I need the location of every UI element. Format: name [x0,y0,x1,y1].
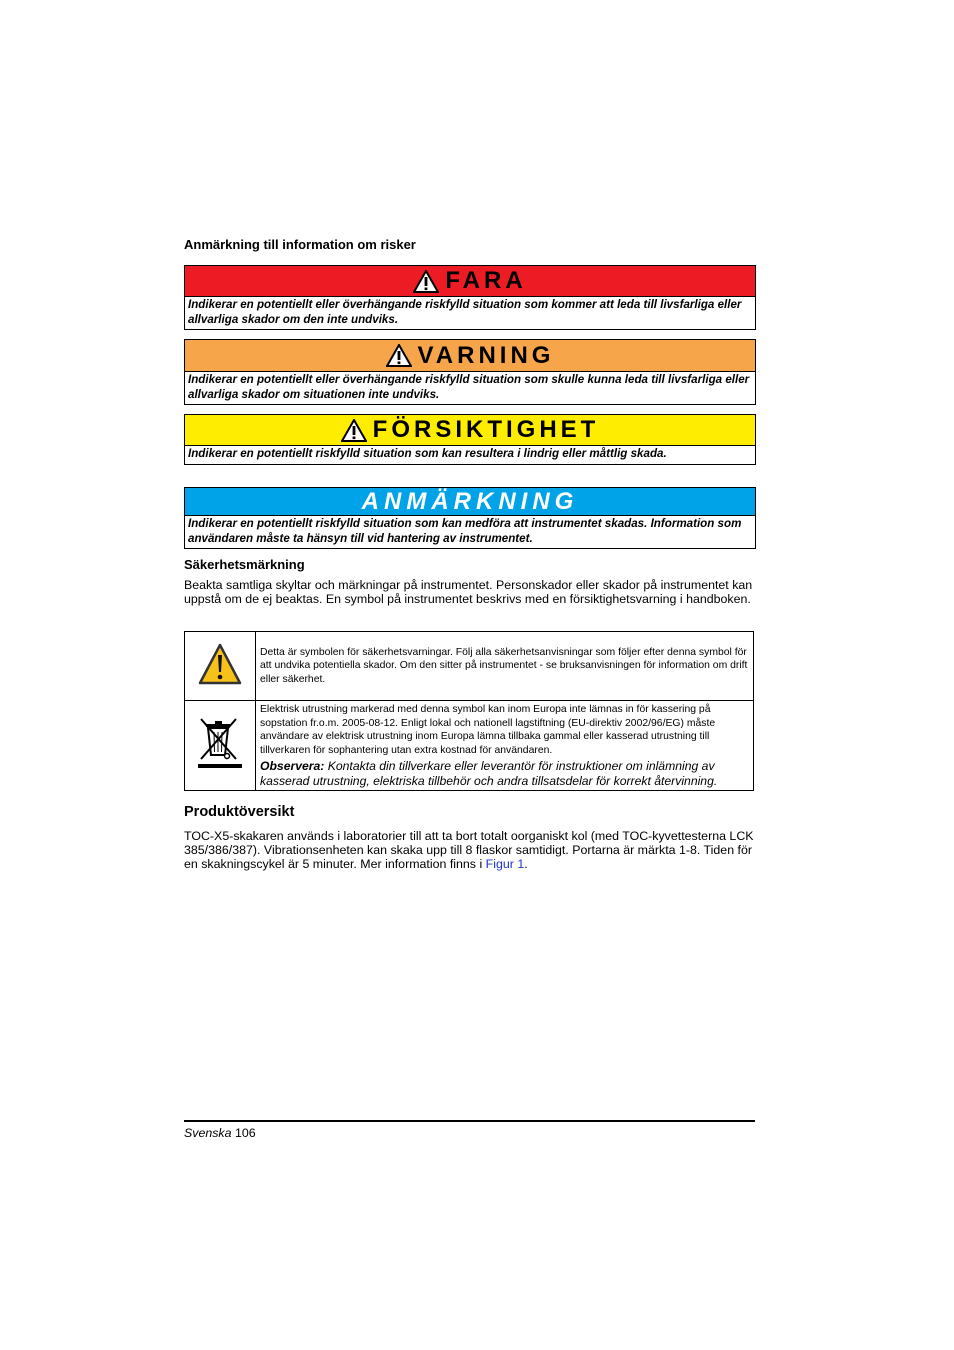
danger-box [184,265,756,330]
safety-marking-heading: Säkerhetsmärkning [184,557,305,572]
warning-triangle-icon [341,419,367,442]
table-row [185,632,754,701]
caution-description: Indikerar en potentiellt riskfylld situation som kan resultera i lindrig eller måttlig skada. [188,447,667,460]
symbol-icon-cell [185,701,256,791]
footer [184,1126,256,1140]
warning-triangle-icon [386,344,412,367]
warning-box [184,339,756,405]
warning-description: Indikerar en potentiellt eller överhängande riskfylld situation som skulle kunna leda till livsfarliga eller allvarliga skador om situationen inte undviks. [188,373,750,401]
notice-description: Indikerar en potentiellt riskfylld situation som kan medföra att instrumentet skadas. Information som användaren måste ta hänsyn till vid hantering av instrumentet. [188,517,742,545]
symbol-table [184,631,754,791]
notice-band [185,488,755,516]
notice-label: ANMÄRKNING [361,487,579,515]
symbol-text-cell [256,701,754,791]
product-overview-text [184,829,754,871]
footer-language: Svenska [184,1126,232,1140]
danger-label: FARA [445,267,527,294]
symbol-text-cell: Detta är symbolen för säkerhetsvarningar. Följ alla säkerhetsanvisningar som följer efter denna symbol för att undvika potentiella skador. Om den sitter på instrumentet - se bruksanvisningen för information om drift eller säkerhet. [256,632,754,701]
footer-rule [184,1120,755,1122]
caution-band [185,415,755,446]
danger-band [185,266,755,297]
warning-band [185,340,755,372]
caution-box [184,414,756,465]
notice-box [184,487,756,549]
weee-note-text: Kontakta din tillverkare eller leverantör för instruktioner om inlämning av kasserad utrustning, elektriska tillbehör och andra tillsatsdelar för korrekt återvinning. [260,759,718,788]
page-number: 106 [234,1126,256,1140]
safety-marking-text: Beakta samtliga skyltar och märkningar på instrumentet. Personskador eller skador på instrumentet kan uppstå om de ej beaktas. En symbol på instrumentet beskrivs med en försiktighetsvarning i handboken. [184,578,753,606]
caution-label: FÖRSIKTIGHET [372,416,600,443]
weee-note-label: Observera: [260,759,325,773]
crossed-out-wheelie-bin-icon [196,715,244,771]
weee-text: Elektrisk utrustning markerad med denna symbol kan inom Europa inte lämnas in för kassering på sopstation fr.o.m. 2005-08-12. Enligt lokal och nationell lagstiftning (EU-direktiv 2002/96/EG) måste användare av elektrisk utrustning inom Europa lämna tillbaka gammal eller kasserad utrustning till tillverkaren för sophantering utan extra kostnad för användaren. [260,704,716,756]
product-overview-heading: Produktöversikt [184,804,295,820]
figure-link[interactable]: Figur 1 [485,857,525,871]
symbol-icon-cell [185,632,256,701]
product-overview-end: . [524,857,528,871]
warning-triangle-icon [413,270,439,293]
product-overview-body: TOC-X5-skakaren används i laboratorier till att ta bort totalt oorganiskt kol (med TOC-kyvettesterna LCK 385/386/387). Vibrationsenheten kan skaka upp till 8 flaskor samtidigt. Portarna är märkta 1-8. Tiden för en skakningscykel är 5 minuter. Mer information finns i [184,829,754,871]
warning-label: VARNING [417,341,555,369]
yellow-warning-triangle-icon [198,643,242,685]
weee-note [260,759,749,788]
hazard-section-heading: Anmärkning till information om risker [184,237,416,252]
table-row [185,701,754,791]
danger-description: Indikerar en potentiellt eller överhängande riskfylld situation som kommer att leda till livsfarliga eller allvarliga skador om den inte undviks. [188,298,742,326]
